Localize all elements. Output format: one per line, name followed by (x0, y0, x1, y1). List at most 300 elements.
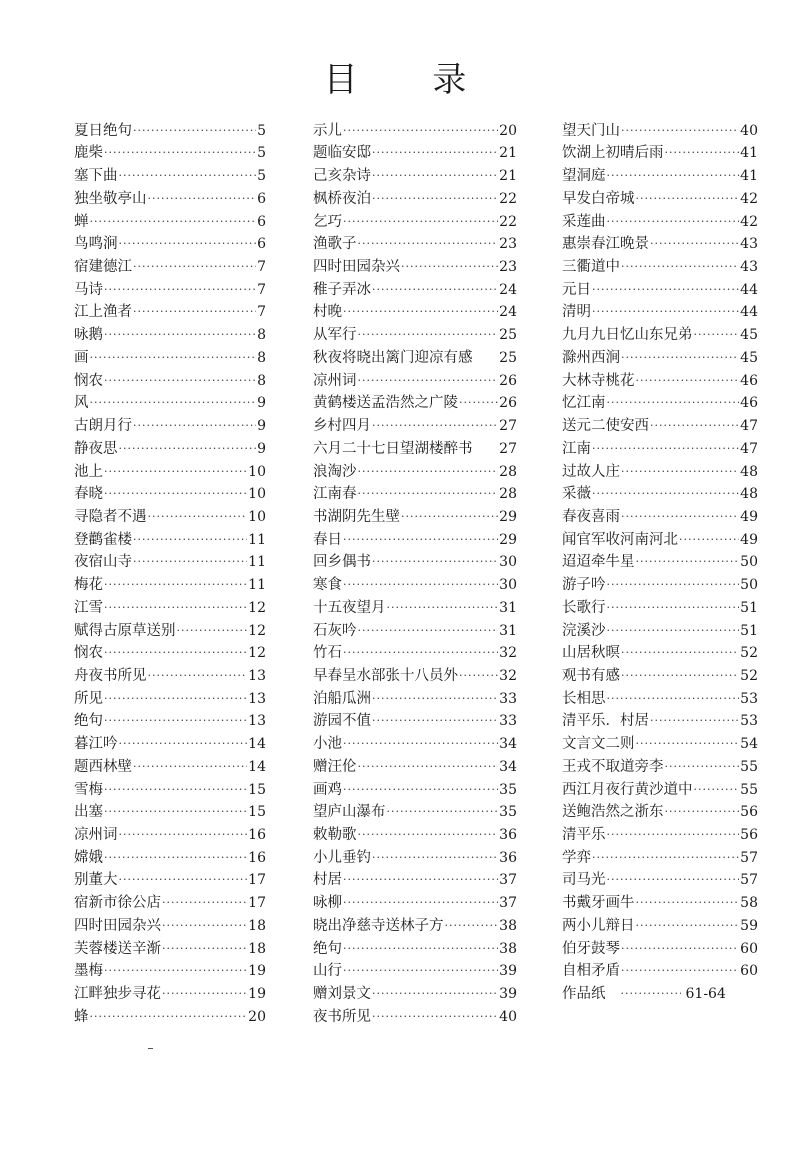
toc-entry[interactable] (74, 483, 266, 506)
toc-entry[interactable] (74, 869, 266, 892)
toc-entry-page: 51 (740, 622, 758, 639)
toc-entry[interactable] (313, 710, 517, 733)
toc-entry[interactable] (313, 119, 517, 142)
toc-entry-title: 望洞庭 (562, 168, 606, 185)
dot-leader (104, 688, 247, 710)
toc-entry[interactable] (562, 437, 758, 460)
toc-entry[interactable] (313, 573, 517, 596)
toc-entry[interactable] (562, 869, 758, 892)
toc-entry-title: 蝉 (74, 213, 89, 230)
toc-entry[interactable] (313, 914, 517, 937)
toc-entry-page: 35 (499, 781, 517, 798)
toc-entry[interactable] (74, 437, 266, 460)
toc-entry[interactable] (562, 505, 758, 528)
toc-entry-title: 伯牙鼓琴 (562, 940, 620, 957)
toc-entry[interactable] (562, 414, 758, 437)
toc-entry-title: 望天门山 (562, 122, 620, 139)
toc-entry-title: 夜书所见 (313, 1008, 371, 1025)
toc-entry-page: 9 (257, 440, 266, 457)
dot-leader (343, 779, 498, 801)
toc-entry[interactable] (74, 596, 266, 619)
toc-entry-page: 44 (740, 281, 758, 298)
toc-entry[interactable] (313, 437, 517, 460)
toc-entry[interactable] (74, 823, 266, 846)
toc-entry-title: 黄鹤楼送孟浩然之广陵 (313, 395, 458, 412)
toc-entry-title: 题临安邸 (313, 145, 371, 162)
toc-entry[interactable] (313, 255, 517, 278)
toc-entry-page: 18 (248, 940, 266, 957)
toc-entry-page: 32 (499, 645, 517, 662)
toc-entry[interactable] (562, 187, 758, 210)
toc-entry[interactable] (74, 846, 266, 869)
toc-entry-page: 58 (740, 895, 758, 912)
toc-entry-title: 乡村四月 (313, 418, 371, 435)
dot-leader (119, 233, 257, 255)
dot-leader (665, 756, 740, 778)
toc-entry[interactable] (74, 1005, 266, 1028)
toc-entry[interactable] (313, 210, 517, 233)
toc-entry[interactable] (74, 755, 266, 778)
toc-entry-title: 暮江吟 (74, 736, 118, 753)
toc-entry-page: 59 (740, 917, 758, 934)
dot-leader (372, 1006, 498, 1028)
toc-entry-page: 47 (740, 418, 758, 435)
dot-leader (162, 915, 247, 937)
toc-entry-title: 望庐山瀑布 (313, 804, 386, 821)
toc-entry-title: 学弈 (562, 849, 591, 866)
toc-entry-title: 送鲍浩然之浙东 (562, 804, 664, 821)
toc-entry[interactable] (562, 369, 758, 392)
toc-entry[interactable] (313, 551, 517, 574)
toc-entry-page: 23 (499, 259, 517, 276)
toc-entry[interactable] (562, 801, 758, 824)
toc-entry[interactable] (313, 937, 517, 960)
dot-leader (133, 529, 247, 551)
toc-entry[interactable] (562, 301, 758, 324)
toc-entry[interactable] (74, 528, 266, 551)
toc-entry[interactable] (74, 142, 266, 165)
toc-entry-page: 48 (740, 463, 758, 480)
toc-entry-title: 迢迢牵牛星 (562, 554, 635, 571)
toc-entry[interactable] (562, 732, 758, 755)
dot-leader (636, 370, 740, 392)
toc-entry-page: 46 (740, 395, 758, 412)
toc-entry[interactable] (562, 573, 758, 596)
toc-entry[interactable] (313, 891, 517, 914)
toc-entry-page: 44 (740, 304, 758, 321)
toc-entry-page: 40 (740, 122, 758, 139)
toc-entry[interactable] (313, 687, 517, 710)
toc-entry[interactable] (74, 301, 266, 324)
toc-entry[interactable] (313, 414, 517, 437)
toc-entry[interactable] (313, 301, 517, 324)
dot-leader (133, 551, 247, 573)
toc-entry[interactable] (562, 846, 758, 869)
dot-leader (343, 301, 498, 323)
toc-entry-page: 5 (257, 168, 266, 185)
toc-entry[interactable] (562, 278, 758, 301)
toc-entry-title: 泊船瓜洲 (313, 690, 371, 707)
toc-entry-page: 14 (248, 758, 266, 775)
toc-entry[interactable] (562, 210, 758, 233)
toc-entry[interactable] (562, 755, 758, 778)
toc-entry[interactable] (313, 960, 517, 983)
dot-leader (401, 256, 498, 278)
toc-entry[interactable] (313, 528, 517, 551)
dot-leader (104, 597, 247, 619)
toc-entry-page: 52 (740, 667, 758, 684)
toc-entry[interactable] (562, 914, 758, 937)
toc-entry-page: 27 (499, 418, 517, 435)
toc-entry-page: 40 (499, 1008, 517, 1025)
toc-entry[interactable] (313, 619, 517, 642)
toc-entry[interactable] (74, 187, 266, 210)
toc-entry[interactable] (562, 460, 758, 483)
dot-leader (148, 665, 248, 687)
toc-entry-title: 送元二使安西 (562, 418, 649, 435)
toc-entry[interactable] (74, 801, 266, 824)
toc-entry[interactable] (562, 960, 758, 983)
toc-entry-page: 6 (257, 190, 266, 207)
dot-leader (636, 892, 740, 914)
dot-leader (621, 983, 681, 1005)
toc-entry[interactable] (313, 323, 517, 346)
toc-entry[interactable] (313, 664, 517, 687)
dot-leader (133, 415, 256, 437)
toc-entry-page: 56 (740, 804, 758, 821)
toc-entry[interactable] (74, 119, 266, 142)
toc-entry-page: 36 (499, 849, 517, 866)
dot-leader (679, 529, 739, 551)
toc-entry[interactable] (313, 642, 517, 665)
dot-leader (694, 324, 740, 346)
toc-entry-title: 六月二十七日望湖楼醉书 (313, 440, 473, 457)
toc-entry-page: 42 (740, 190, 758, 207)
dot-leader (177, 620, 248, 642)
page-mark (148, 1048, 153, 1049)
toc-entry-page: 38 (499, 917, 517, 934)
toc-entry[interactable] (313, 982, 517, 1005)
dot-leader (343, 869, 498, 891)
toc-entry-page: 20 (248, 1008, 266, 1025)
toc-entry-title: 绝句 (313, 940, 342, 957)
toc-entry-page: 45 (740, 327, 758, 344)
toc-entry-title: 江南春 (313, 486, 357, 503)
dot-leader (607, 824, 740, 846)
toc-entry[interactable] (74, 369, 266, 392)
toc-entry[interactable] (562, 642, 758, 665)
toc-entry[interactable] (313, 596, 517, 619)
toc-entry-page: 9 (257, 418, 266, 435)
toc-entry[interactable] (562, 619, 758, 642)
toc-entry-page: 12 (248, 645, 266, 662)
toc-entry[interactable] (562, 164, 758, 187)
toc-entry-title: 采薇 (562, 486, 591, 503)
toc-entry[interactable] (74, 982, 266, 1005)
toc-entry[interactable] (74, 346, 266, 369)
toc-entry-page: 37 (499, 895, 517, 912)
toc-entry-title: 惠崇春江晚景 (562, 236, 649, 253)
toc-entry[interactable] (313, 483, 517, 506)
toc-entry[interactable] (313, 505, 517, 528)
toc-entry[interactable] (313, 233, 517, 256)
toc-entry-title: 梅花 (74, 577, 103, 594)
toc-entry[interactable] (74, 278, 266, 301)
toc-entry[interactable] (74, 255, 266, 278)
toc-entry-page: 54 (740, 736, 758, 753)
toc-entry[interactable] (562, 687, 758, 710)
dot-leader (401, 506, 498, 528)
dot-leader (119, 165, 257, 187)
toc-entry-title: 春日 (313, 531, 342, 548)
dot-leader (621, 665, 739, 687)
dot-leader (621, 120, 739, 142)
toc-entry[interactable] (74, 573, 266, 596)
dot-leader (372, 551, 498, 573)
toc-entry-title: 悯农 (74, 372, 103, 389)
toc-entry[interactable] (313, 164, 517, 187)
toc-entry-page: 15 (248, 804, 266, 821)
dot-leader (445, 915, 499, 937)
toc-entry[interactable] (562, 528, 758, 551)
dot-leader (387, 801, 499, 823)
toc-entry[interactable] (313, 187, 517, 210)
toc-entry-title: 咏鹅 (74, 327, 103, 344)
toc-column-1 (74, 119, 266, 1028)
dot-leader (133, 120, 256, 142)
toc-entry[interactable] (74, 664, 266, 687)
toc-entry-page: 50 (740, 554, 758, 571)
toc-entry[interactable] (562, 778, 758, 801)
dot-leader (636, 733, 740, 755)
toc-entry-page: 27 (499, 440, 517, 457)
toc-entry[interactable] (313, 778, 517, 801)
toc-entry-page: 36 (499, 827, 517, 843)
dot-leader (148, 506, 248, 528)
toc-entry-page: 26 (499, 372, 517, 389)
dot-leader (636, 915, 740, 937)
dot-leader (372, 847, 498, 869)
toc-entry-title: 王戎不取道旁李 (562, 758, 664, 775)
toc-entry-page: 22 (499, 190, 517, 207)
toc-entry-title: 所见 (74, 690, 103, 707)
toc-entry-title: 江畔独步寻花 (74, 986, 161, 1003)
toc-entry[interactable] (313, 732, 517, 755)
dot-leader (162, 983, 247, 1005)
toc-entry-title: 马诗 (74, 281, 103, 298)
toc-entry-title: 寻隐者不遇 (74, 508, 147, 525)
toc-entry-page: 11 (248, 531, 266, 548)
toc-entry[interactable] (74, 164, 266, 187)
toc-entry[interactable] (74, 960, 266, 983)
dot-leader (119, 824, 248, 846)
toc-entry-page: 12 (248, 622, 266, 639)
toc-entry-page: 24 (499, 304, 517, 321)
toc-entry[interactable] (562, 937, 758, 960)
dot-leader (104, 801, 247, 823)
toc-entry[interactable] (313, 278, 517, 301)
toc-entry-title: 静夜思 (74, 440, 118, 457)
toc-entry-title: 三衢道中 (562, 259, 620, 276)
dot-leader (133, 756, 247, 778)
toc-entry-title: 小儿垂钓 (313, 849, 371, 866)
dot-leader (358, 370, 499, 392)
toc-entry[interactable] (74, 323, 266, 346)
toc-entry[interactable] (562, 596, 758, 619)
toc-entry-page: 10 (248, 463, 266, 480)
toc-entry-page: 34 (499, 758, 517, 775)
toc-entry-title: 元日 (562, 281, 591, 298)
toc-entry[interactable] (313, 392, 517, 415)
toc-entry-title: 鸟鸣涧 (74, 236, 118, 253)
toc-entry[interactable] (74, 914, 266, 937)
toc-entry[interactable] (74, 937, 266, 960)
toc-entry-title: 浣溪沙 (562, 622, 606, 639)
toc-entry-title: 己亥杂诗 (313, 168, 371, 185)
toc-entry-page: 34 (499, 736, 517, 753)
toc-entry-page: 17 (248, 872, 266, 889)
toc-entry-page: 8 (257, 349, 266, 366)
toc-entry[interactable] (562, 233, 758, 256)
toc-entry[interactable] (562, 710, 758, 733)
toc-entry-page: 31 (499, 599, 517, 616)
toc-entry[interactable] (562, 483, 758, 506)
toc-entry-page: 32 (499, 667, 517, 684)
dot-leader (665, 801, 740, 823)
toc-entry-title: 长歌行 (562, 599, 606, 616)
toc-entry[interactable] (74, 505, 266, 528)
dot-leader (621, 256, 739, 278)
toc-entry[interactable] (562, 891, 758, 914)
dot-leader (650, 233, 739, 255)
toc-entry[interactable] (562, 551, 758, 574)
toc-entry[interactable] (313, 142, 517, 165)
toc-entry[interactable] (562, 255, 758, 278)
toc-entry[interactable] (313, 755, 517, 778)
toc-entry-page: 29 (499, 531, 517, 548)
toc-entry-page: 28 (499, 486, 517, 503)
toc-entry-page: 41 (740, 168, 758, 185)
toc-entry[interactable] (74, 210, 266, 233)
toc-entry-page: 5 (257, 122, 266, 139)
toc-entry[interactable] (313, 801, 517, 824)
toc-entry-title: 长相思 (562, 690, 606, 707)
toc-entry[interactable] (313, 369, 517, 392)
toc-entry-title: 嫦娥 (74, 849, 103, 866)
toc-entry[interactable] (313, 460, 517, 483)
toc-entry-page: 57 (740, 872, 758, 889)
toc-entry-title: 芙蓉楼送辛渐 (74, 940, 161, 957)
dot-leader (694, 779, 740, 801)
toc-entry-page: 33 (499, 690, 517, 707)
toc-entry[interactable] (74, 687, 266, 710)
toc-entry[interactable] (74, 732, 266, 755)
toc-entry-title: 西江月夜行黄沙道中 (562, 781, 693, 798)
toc-entry-title: 游园不值 (313, 713, 371, 730)
toc-entry-page: 16 (248, 849, 266, 866)
toc-entry-title: 从军行 (313, 327, 357, 344)
page-title: 目 录 (323, 60, 499, 100)
toc-entry-page: 13 (248, 690, 266, 707)
dot-leader (621, 461, 739, 483)
toc-entry-page: 14 (248, 736, 266, 753)
toc-entry-page: 5 (257, 145, 266, 162)
toc-column-2 (313, 119, 517, 1028)
toc-entry[interactable] (562, 142, 758, 165)
toc-entry-page: 18 (248, 917, 266, 934)
toc-entry-title: 晓出净慈寺送林子方 (313, 917, 444, 934)
toc-entry[interactable] (313, 346, 517, 369)
dot-leader (104, 142, 256, 164)
dot-leader (636, 188, 740, 210)
dot-leader (607, 597, 740, 619)
toc-entry[interactable] (74, 642, 266, 665)
dot-leader (358, 233, 499, 255)
dot-leader (636, 551, 740, 573)
toc-entry-title: 石灰吟 (313, 622, 357, 639)
dot-leader (104, 642, 247, 664)
toc-entry-page: 11 (248, 554, 266, 571)
dot-leader (607, 165, 740, 187)
toc-entry-title: 池上 (74, 463, 103, 480)
toc-entry-page: 51 (740, 599, 758, 616)
toc-entry[interactable] (74, 710, 266, 733)
toc-entry[interactable] (562, 346, 758, 369)
toc-entry-page: 20 (499, 122, 517, 139)
toc-entry[interactable] (74, 392, 266, 415)
toc-entry-title: 秋夜将晓出篱门迎凉有感 (313, 349, 473, 366)
toc-entry-title: 过故人庄 (562, 463, 620, 480)
dot-leader (650, 415, 739, 437)
toc-entry-title: 夏日绝句 (74, 122, 132, 139)
toc-entry[interactable] (74, 551, 266, 574)
toc-entry-title: 出塞 (74, 804, 103, 821)
toc-entry-title: 别董大 (74, 872, 118, 889)
toc-entry[interactable] (562, 323, 758, 346)
toc-entry[interactable] (313, 846, 517, 869)
dot-leader (162, 892, 247, 914)
dot-leader (607, 574, 740, 596)
toc-entry-page: 33 (499, 713, 517, 730)
toc-entry-title: 观书有感 (562, 667, 620, 684)
toc-entry-page: 60 (740, 963, 758, 980)
toc-entry[interactable] (313, 869, 517, 892)
toc-entry-title: 回乡偶书 (313, 554, 371, 571)
toc-entry-page: 31 (499, 622, 517, 639)
toc-entry-title: 示儿 (313, 122, 342, 139)
dot-leader (665, 142, 740, 164)
toc-entry[interactable] (562, 664, 758, 687)
dot-leader (343, 574, 498, 596)
toc-entry[interactable] (74, 414, 266, 437)
toc-entry[interactable] (313, 1005, 517, 1028)
toc-entry-title: 村晚 (313, 304, 342, 321)
toc-entry-page: 55 (740, 781, 758, 798)
toc-entry[interactable] (74, 460, 266, 483)
toc-entry[interactable] (74, 778, 266, 801)
toc-entry-page: 43 (740, 259, 758, 276)
toc-entry[interactable] (74, 619, 266, 642)
toc-entry[interactable] (562, 119, 758, 142)
toc-entry[interactable] (74, 233, 266, 256)
toc-entry[interactable] (562, 982, 758, 1005)
toc-entry[interactable] (313, 823, 517, 846)
toc-entry[interactable] (74, 891, 266, 914)
toc-entry-title: 闻官军收河南河北 (562, 531, 678, 548)
toc-entry[interactable] (562, 823, 758, 846)
toc-entry-page: 10 (248, 508, 266, 525)
toc-entry[interactable] (562, 392, 758, 415)
